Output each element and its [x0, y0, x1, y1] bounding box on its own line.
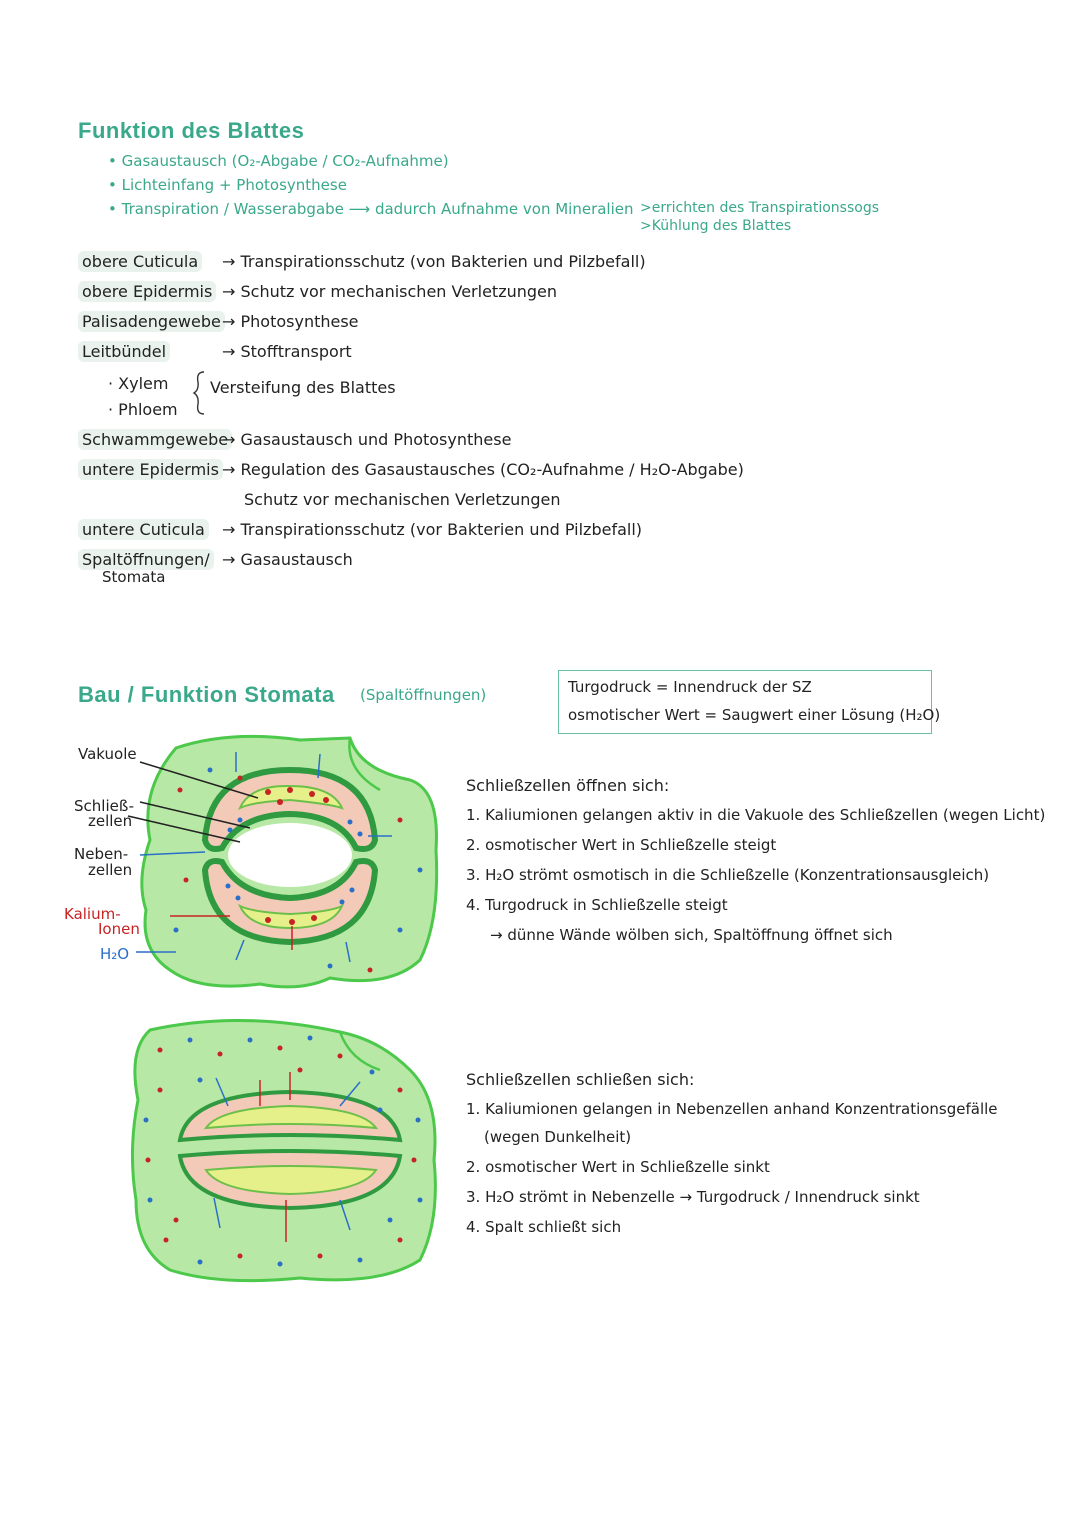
- stiffening-note: Versteifung des Blattes: [210, 378, 396, 397]
- part-desc: → Transpirationsschutz (von Bakterien und Pilzbefall): [222, 252, 646, 271]
- label-subsidiary-1: Neben-: [74, 845, 129, 863]
- stomata-line2: Stomata: [102, 568, 166, 586]
- part-desc: → Stofftransport: [222, 342, 352, 361]
- label-subsidiary-2: zellen: [88, 861, 133, 879]
- part-name: obere Epidermis: [78, 281, 216, 302]
- side-note-transpiration-pull: >errichten des Transpirationssogs: [640, 200, 879, 216]
- open-step-1: 1. Kaliumionen gelangen aktiv in die Vakuole des Schließzellen (wegen Licht): [466, 806, 1046, 824]
- part-desc: → Regulation des Gasaustausches (CO₂-Aufnahme / H₂O-Abgabe): [222, 460, 744, 479]
- close-step-1: 1. Kaliumionen gelangen in Nebenzellen anhand Konzentrationsgefälle: [466, 1100, 998, 1118]
- phloem-label: · Phloem: [108, 400, 178, 419]
- part-name: Spaltöffnungen/: [78, 549, 214, 570]
- part-desc: → Gasaustausch und Photosynthese: [222, 430, 512, 449]
- label-water: H₂O: [100, 945, 130, 963]
- part-row-stomata: [78, 550, 214, 569]
- label-potassium-2: Ionen: [98, 920, 140, 938]
- part-row-spongy: [78, 430, 232, 449]
- open-step-4: 4. Turgodruck in Schließzelle steigt: [466, 896, 728, 914]
- stoma-open-diagram: [0, 730, 460, 990]
- part-desc: → Transpirationsschutz (vor Bakterien und Pilzbefall): [222, 520, 643, 539]
- stoma-pore-open: [228, 823, 352, 887]
- label-vacuole: Vakuole: [78, 745, 137, 763]
- bullet-text: Transpiration / Wasserabgabe ⟶ dadurch Aufnahme von Mineralien: [121, 200, 634, 218]
- label-potassium-1: Kalium-: [64, 905, 121, 923]
- bullet-text: Gasaustausch (O₂-Abgabe / CO₂-Aufnahme): [121, 152, 449, 170]
- label-guard-cells-2: zellen: [88, 812, 133, 830]
- part-row-vascular-bundle: [78, 342, 170, 361]
- part-row-lower-cuticula: [78, 520, 209, 539]
- part-row-lower-epidermis: [78, 460, 223, 479]
- part-name: untere Cuticula: [78, 519, 209, 540]
- bullet-light-capture: • Lichteinfang + Photosynthese: [108, 176, 347, 194]
- xylem-label: · Xylem: [108, 374, 169, 393]
- close-step-4: 4. Spalt schließt sich: [466, 1218, 622, 1236]
- part-row-palisade: [78, 312, 225, 331]
- xylem-text: Xylem: [118, 374, 169, 393]
- definition-osmotic: osmotischer Wert = Saugwert einer Lösung (H₂O): [568, 706, 941, 724]
- part-name: untere Epidermis: [78, 459, 223, 480]
- part-name: Leitbündel: [78, 341, 170, 362]
- definition-turgor: Turgodruck = Innendruck der SZ: [568, 678, 812, 696]
- close-step-3: 3. H₂O strömt in Nebenzelle → Turgodruck / Innendruck sinkt: [466, 1188, 920, 1206]
- open-step-3: 3. H₂O strömt osmotisch in die Schließzelle (Konzentrationsausgleich): [466, 866, 990, 884]
- close-step-2: 2. osmotischer Wert in Schließzelle sinkt: [466, 1158, 770, 1176]
- part-desc: → Gasaustausch: [222, 550, 353, 569]
- part-row-upper-cuticula: [78, 252, 202, 271]
- bullet-gas-exchange: • Gasaustausch (O₂-Abgabe / CO₂-Aufnahme): [108, 152, 449, 170]
- curly-brace: [192, 370, 208, 416]
- lower-epidermis-line2: Schutz vor mechanischen Verletzungen: [244, 490, 561, 509]
- close-title: Schließzellen schließen sich:: [466, 1070, 695, 1089]
- label-guard-cells-1: Schließ-: [74, 797, 134, 815]
- bullet-transpiration: • Transpiration / Wasserabgabe ⟶ dadurch Aufnahme von Mineralien: [108, 200, 634, 218]
- phloem-text: Phloem: [118, 400, 178, 419]
- open-title: Schließzellen öffnen sich:: [466, 776, 670, 795]
- part-name: obere Cuticula: [78, 251, 202, 272]
- part-row-upper-epidermis: [78, 282, 216, 301]
- open-step-2: 2. osmotischer Wert in Schließzelle steigt: [466, 836, 777, 854]
- section-title-stomata: Bau / Funktion Stomata: [78, 682, 335, 707]
- close-step-1b: (wegen Dunkelheit): [484, 1128, 632, 1146]
- part-name: Palisadengewebe: [78, 311, 225, 332]
- open-result: → dünne Wände wölben sich, Spaltöffnung öffnet sich: [490, 926, 893, 944]
- bullet-text: Lichteinfang + Photosynthese: [121, 176, 347, 194]
- part-name: Schwammgewebe: [78, 429, 232, 450]
- side-note-cooling: >Kühlung des Blattes: [640, 218, 792, 234]
- section-title-leaf-function: Funktion des Blattes: [78, 118, 305, 143]
- stoma-closed-diagram: [0, 1010, 460, 1290]
- section-subtitle-stomata: (Spaltöffnungen): [360, 686, 487, 704]
- part-desc: → Photosynthese: [222, 312, 359, 331]
- part-desc: → Schutz vor mechanischen Verletzungen: [222, 282, 558, 301]
